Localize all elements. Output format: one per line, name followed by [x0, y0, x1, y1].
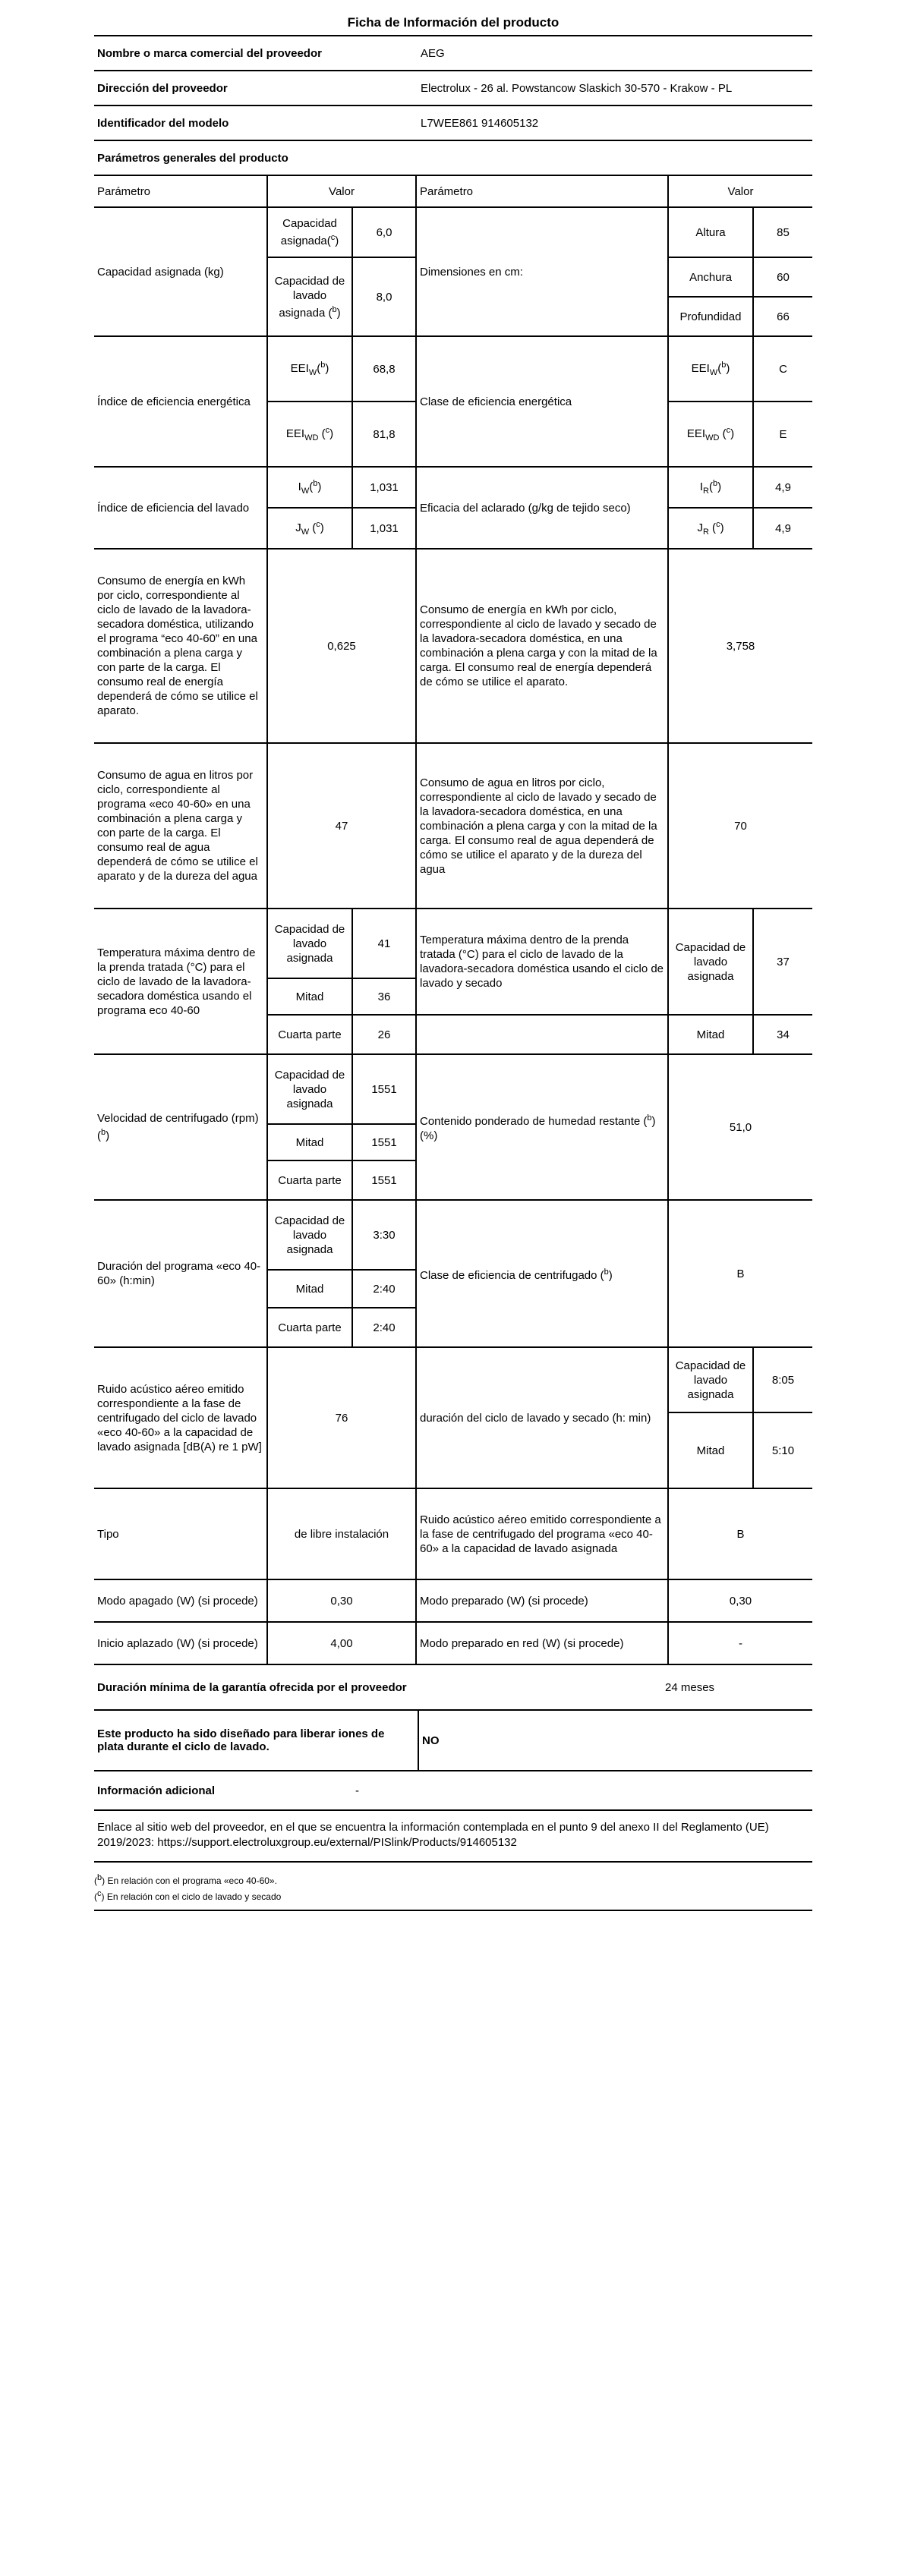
cycle-label: duración del ciclo de lavado y secado (h: min)	[416, 1347, 668, 1488]
cycle-v0: 8:05	[753, 1347, 812, 1412]
width-label: Anchura	[668, 257, 753, 297]
spin-class-label: Clase de eficiencia de centrifugado ($^b$)	[416, 1200, 668, 1347]
warranty-row	[94, 1665, 812, 1711]
table-header-row	[94, 175, 812, 207]
eei-w-value: 68,8	[352, 336, 416, 402]
temp-dry-v1: 34	[753, 1015, 812, 1054]
rinse-ir-label: $I_R(^b)$	[668, 467, 753, 508]
energy-dry-value: 3,758	[668, 549, 812, 743]
table-row	[94, 1579, 812, 1622]
footnote-c: ($^c$) En relación con el ciclo de lavado y secado	[94, 1889, 282, 1902]
temp-dry-k1: Mitad	[668, 1015, 753, 1054]
eei-wd-label: $EEI_{WD}$ ($^c$)	[267, 402, 352, 467]
page-title: Ficha de Información del producto	[347, 15, 560, 30]
energy-class-label: Clase de eficiencia energética	[416, 336, 668, 467]
table-row	[94, 207, 812, 257]
off-mode-value: 0,30	[267, 1579, 416, 1622]
spin-label: Velocidad de centrifugado (rpm)($^b$)	[94, 1054, 267, 1200]
table-row	[94, 909, 812, 978]
temp-dry-label: Temperatura máxima dentro de la prenda tratada (°C) para el ciclo de lavado de la lavadora-secadora doméstica usando el ciclo de lavado y secado	[416, 909, 668, 1015]
eei-wd-value: 81,8	[352, 402, 416, 467]
capacity-label: Capacidad asignada (kg)	[94, 207, 267, 336]
cycle-k1: Mitad	[668, 1412, 753, 1488]
wash-capacity-label: Capacidad de lavado asignada ($^b$)	[267, 257, 352, 336]
wash-efficiency-label: Índice de eficiencia del lavado	[94, 467, 267, 549]
wash-iw-label: $I_W(^b)$	[267, 467, 352, 508]
duration-v2: 2:40	[352, 1308, 416, 1347]
capacity-assigned-value: 6,0	[352, 207, 416, 257]
spin-k1: Mitad	[267, 1124, 352, 1160]
spin-k2: Cuarta parte	[267, 1160, 352, 1200]
standby-label: Modo preparado (W) (si procede)	[416, 1579, 668, 1622]
noise-class-value: B	[668, 1488, 812, 1579]
moisture-label: Contenido ponderado de humedad restante ($^b$) (%)	[416, 1054, 668, 1200]
supplier-address-row	[94, 71, 812, 106]
water-dry-label: Consumo de agua en litros por ciclo, correspondiente al ciclo de lavado y secado de la lavadora-secadora doméstica, en una combinación a plena carga y con la mitad de la carga. El consumo real de agua dependerá de cómo se utilice el aparato y de la dureza del agua	[416, 743, 668, 909]
eei-w-label: $EEI_W(^b)$	[267, 336, 352, 402]
depth-value: 66	[753, 297, 812, 336]
temp-wash-k0: Capacidad de lavado asignada	[267, 909, 352, 978]
energy-dry-label: Consumo de energía en kWh por ciclo, correspondiente al ciclo de lavado y secado de la lavadora-secadora doméstica, en una combinación a plena carga y con la mitad de la carga. El consumo real de energía dependerá de cómo se utilice el aparato.	[416, 549, 668, 743]
wash-capacity-value: 8,0	[352, 257, 416, 336]
table-row	[94, 743, 812, 909]
header-value-1: Valor	[267, 175, 416, 207]
footnotes	[94, 1863, 812, 1911]
spin-class-value: B	[668, 1200, 812, 1347]
network-standby-value: -	[668, 1622, 812, 1664]
delay-start-label: Inicio aplazado (W) (si procede)	[94, 1622, 267, 1664]
silver-ions-row	[94, 1711, 812, 1771]
footnote-b: ($^b$) En relación con el programa «eco 40-60».	[94, 1873, 277, 1886]
temp-wash-v2: 26	[352, 1015, 416, 1054]
section-heading-row	[94, 141, 812, 175]
temp-dry-k0: Capacidad de lavado asignada	[668, 909, 753, 1015]
product-information-sheet	[94, 0, 812, 1911]
moisture-value: 51,0	[668, 1054, 812, 1200]
header-param-1: Parámetro	[94, 175, 267, 207]
type-value: de libre instalación	[267, 1488, 416, 1579]
table-row	[94, 1347, 812, 1412]
capacity-assigned-label: Capacidad asignada($^c$)	[267, 207, 352, 257]
table-row	[94, 467, 812, 508]
eclass-w-value: C	[753, 336, 812, 402]
water-wash-label: Consumo de agua en litros por ciclo, correspondiente al programa «eco 40-60» en una combinación a plena carga y con parte de la carga. El consumo real de agua dependerá de cómo se utilice el aparato y de la dureza del agua	[94, 743, 267, 909]
supplier-name-value: AEG	[421, 46, 445, 60]
height-value: 85	[753, 207, 812, 257]
section-heading: Parámetros generales del producto	[97, 151, 288, 165]
duration-label: Duración del programa «eco 40-60» (h:min)	[94, 1200, 267, 1347]
type-label: Tipo	[94, 1488, 267, 1579]
eclass-wd-value: E	[753, 402, 812, 467]
depth-label: Profundidad	[668, 297, 753, 336]
cycle-v1: 5:10	[753, 1412, 812, 1488]
supplier-address-label: Dirección del proveedor	[97, 81, 228, 95]
duration-k2: Cuarta parte	[267, 1308, 352, 1347]
wash-iw-value: 1,031	[352, 467, 416, 508]
table-row	[94, 336, 812, 402]
table-row	[94, 1200, 812, 1270]
eclass-w-label: $EEI_W(^b)$	[668, 336, 753, 402]
parameters-table	[94, 175, 812, 1665]
table-row	[94, 549, 812, 743]
temp-wash-v1: 36	[352, 978, 416, 1015]
eclass-wd-label: $EEI_{WD}$ ($^c$)	[668, 402, 753, 467]
water-wash-value: 47	[267, 743, 416, 909]
model-identifier-value: L7WEE861 914605132	[421, 116, 539, 130]
supplier-name-row	[94, 36, 812, 71]
table-row	[94, 1622, 812, 1664]
supplier-link-text: Enlace al sitio web del proveedor, en el que se encuentra la información contemplada en el punto 9 del anexo II del Reglamento (UE) 2019/2023: https://support.electroluxgroup.eu/external/PISlink/Products/914605132	[94, 1811, 812, 1863]
temp-dry-v0: 37	[753, 909, 812, 1015]
width-value: 60	[753, 257, 812, 297]
warranty-label: Duración mínima de la garantía ofrecida por el proveedor	[97, 1680, 407, 1694]
duration-k1: Mitad	[267, 1270, 352, 1308]
table-row	[94, 1488, 812, 1579]
dimensions-label: Dimensiones en cm:	[416, 207, 668, 336]
additional-info-label: Información adicional	[97, 1784, 216, 1797]
rinse-label: Eficacia del aclarado (g/kg de tejido seco)	[416, 467, 668, 549]
network-standby-label: Modo preparado en red (W) (si procede)	[416, 1622, 668, 1664]
spin-v1: 1551	[352, 1124, 416, 1160]
supplier-name-label: Nombre o marca comercial del proveedor	[97, 46, 322, 60]
header-value-2: Valor	[668, 175, 812, 207]
rinse-ir-value: 4,9	[753, 467, 812, 508]
supplier-address-value: Electrolux - 26 al. Powstancow Slaskich 30-570 - Krakow - PL	[421, 81, 733, 95]
off-mode-label: Modo apagado (W) (si procede)	[94, 1579, 267, 1622]
temp-wash-k1: Mitad	[267, 978, 352, 1015]
silver-ions-label: Este producto ha sido diseñado para liberar iones de plata durante el ciclo de lavado.	[94, 1711, 419, 1770]
temp-wash-label: Temperatura máxima dentro de la prenda tratada (°C) para el ciclo de lavado de la lavadora-secadora doméstica usando el programa eco 40-60	[94, 909, 267, 1054]
noise-class-label: Ruido acústico aéreo emitido correspondiente a la fase de centrifugado del programa «eco 40-60» a la capacidad de lavado asignada	[416, 1488, 668, 1579]
additional-info-row	[94, 1771, 812, 1811]
rinse-jr-label: $J_R$ ($^c$)	[668, 508, 753, 549]
duration-k0: Capacidad de lavado asignada	[267, 1200, 352, 1270]
temp-wash-v0: 41	[352, 909, 416, 978]
noise-value: 76	[267, 1347, 416, 1488]
energy-wash-value: 0,625	[267, 549, 416, 743]
duration-v0: 3:30	[352, 1200, 416, 1270]
warranty-value: 24 meses	[665, 1680, 715, 1694]
spin-k0: Capacidad de lavado asignada	[267, 1054, 352, 1124]
header-param-2: Parámetro	[416, 175, 668, 207]
eei-label: Índice de eficiencia energética	[94, 336, 267, 467]
temp-wash-k2: Cuarta parte	[267, 1015, 352, 1054]
spin-v2: 1551	[352, 1160, 416, 1200]
energy-wash-label: Consumo de energía en kWh por ciclo, correspondiente al ciclo de lavado de la lavadora- secadora doméstica, utilizando el programa “eco 40-60” en una combinación a plena carga y con parte de la carga. El consumo real de energía dependerá de cómo se utilice el aparato.	[94, 549, 267, 743]
temp-dry-empty	[416, 1015, 668, 1054]
height-label: Altura	[668, 207, 753, 257]
standby-value: 0,30	[668, 1579, 812, 1622]
duration-v1: 2:40	[352, 1270, 416, 1308]
model-identifier-row	[94, 106, 812, 141]
wash-jw-label: $J_W$ ($^c$)	[267, 508, 352, 549]
model-identifier-label: Identificador del modelo	[97, 116, 229, 130]
additional-info-value: -	[355, 1784, 359, 1797]
rinse-jr-value: 4,9	[753, 508, 812, 549]
delay-start-value: 4,00	[267, 1622, 416, 1664]
table-row	[94, 1054, 812, 1124]
cycle-k0: Capacidad de lavado asignada	[668, 1347, 753, 1412]
water-dry-value: 70	[668, 743, 812, 909]
wash-jw-value: 1,031	[352, 508, 416, 549]
spin-v0: 1551	[352, 1054, 416, 1124]
silver-ions-value: NO	[422, 1734, 440, 1747]
noise-label: Ruido acústico aéreo emitido correspondiente a la fase de centrifugado del ciclo de lavado «eco 40-60» a la capacidad de lavado asignada [dB(A) re 1 pW]	[94, 1347, 267, 1488]
